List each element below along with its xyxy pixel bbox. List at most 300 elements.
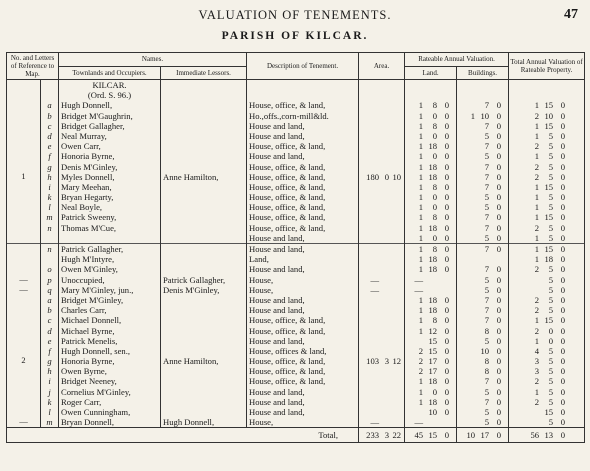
area (359, 212, 405, 222)
ref-letter: m (41, 417, 59, 428)
total-value: 2 5 0 (509, 141, 585, 151)
total-value: 5 0 (509, 275, 585, 285)
table-row (7, 346, 585, 356)
table-row (7, 90, 585, 100)
description: House and land, (247, 305, 359, 315)
area (359, 223, 405, 233)
total-value (509, 80, 585, 91)
total-area: 233 3 22 (359, 428, 405, 443)
buildings-value: 7 0 (457, 162, 509, 172)
buildings-value: 7 0 (457, 172, 509, 182)
lessor (161, 100, 247, 110)
total-value: 2 5 0 (509, 223, 585, 233)
table-row (7, 356, 585, 366)
occupier: Honoria Byrne, (59, 356, 161, 366)
lessor: Denis M'Ginley, (161, 285, 247, 295)
buildings-value: 7 0 (457, 182, 509, 192)
table-row (7, 244, 585, 255)
total-land: 45 15 0 (405, 428, 457, 443)
lessor (161, 141, 247, 151)
area (359, 111, 405, 121)
total-value: 1 15 0 (509, 121, 585, 131)
ref-number (7, 100, 41, 110)
lessor: Anne Hamilton, (161, 356, 247, 366)
ref-letter: e (41, 141, 59, 151)
land-value: 1 18 0 (405, 162, 457, 172)
occupier (59, 233, 161, 244)
buildings-value: 7 0 (457, 397, 509, 407)
total-value: 2 5 0 (509, 376, 585, 386)
buildings-value: 5 0 (457, 275, 509, 285)
occupier: Bridget Neeney, (59, 376, 161, 386)
ref-letter: k (41, 397, 59, 407)
lessor (161, 295, 247, 305)
table-row (7, 254, 585, 264)
col-header-total: Total Annual Valuation of Rateable Property. (509, 53, 585, 80)
buildings-value: 7 0 (457, 264, 509, 274)
lessor (161, 264, 247, 274)
ref-letter: d (41, 326, 59, 336)
total-value: 2 5 0 (509, 162, 585, 172)
lessor (161, 131, 247, 141)
land-value: 1 18 0 (405, 264, 457, 274)
land-value: — (405, 275, 457, 285)
table-row (7, 151, 585, 161)
land-value: 1 18 0 (405, 397, 457, 407)
ref-number: — (7, 285, 41, 295)
table-row (7, 223, 585, 233)
table-row (7, 111, 585, 121)
land-value: 15 0 (405, 336, 457, 346)
description: House and land, (247, 336, 359, 346)
lessor (161, 233, 247, 244)
total-valuation: 56 13 0 (509, 428, 585, 443)
total-value: 1 15 0 (509, 315, 585, 325)
col-header-rateable: Rateable Annual Valuation. (405, 53, 509, 67)
land-value: 2 17 0 (405, 366, 457, 376)
ref-number (7, 295, 41, 305)
land-value: 10 0 (405, 407, 457, 417)
total-value: 2 0 0 (509, 326, 585, 336)
ref-letter (41, 90, 59, 100)
occupier: Hugh M'Intyre, (59, 254, 161, 264)
description: House and land, (247, 233, 359, 244)
total-value: 2 5 0 (509, 397, 585, 407)
table-row (7, 326, 585, 336)
lessor: Hugh Donnell, (161, 417, 247, 428)
occupier: (Ord. S. 96.) (59, 90, 161, 100)
buildings-value (457, 254, 509, 264)
lessor (161, 202, 247, 212)
area: — (359, 275, 405, 285)
description: House, (247, 285, 359, 295)
ref-letter: n (41, 244, 59, 255)
description: House, office, & land, (247, 212, 359, 222)
ref-letter: g (41, 356, 59, 366)
total-value: 1 0 0 (509, 336, 585, 346)
occupier: Neal Murray, (59, 131, 161, 141)
total-value: 15 0 (509, 407, 585, 417)
area (359, 326, 405, 336)
occupier: Patrick Gallagher, (59, 244, 161, 255)
description: House, office, & land, (247, 192, 359, 202)
description: Land, (247, 254, 359, 264)
col-header-names: Names. (59, 53, 247, 67)
buildings-value: 1 10 0 (457, 111, 509, 121)
table-row (7, 202, 585, 212)
occupier: Hugh Donnell, (59, 100, 161, 110)
area: 103 3 12 (359, 356, 405, 366)
land-value: 1 18 0 (405, 223, 457, 233)
lessor (161, 192, 247, 202)
lessor (161, 244, 247, 255)
parish-heading: PARISH OF KILCAR. (221, 30, 369, 42)
area (359, 336, 405, 346)
ref-letter: f (41, 346, 59, 356)
buildings-value: 5 0 (457, 387, 509, 397)
occupier: Thomas M'Cue, (59, 223, 161, 233)
description: House, office, & land, (247, 162, 359, 172)
occupier: Owen Cunningham, (59, 407, 161, 417)
land-value (405, 90, 457, 100)
buildings-value (457, 90, 509, 100)
ref-letter: c (41, 121, 59, 131)
ref-letter: h (41, 172, 59, 182)
table-row (7, 397, 585, 407)
ref-letter (41, 254, 59, 264)
lessor (161, 121, 247, 131)
ref-letter: a (41, 295, 59, 305)
area (359, 295, 405, 305)
buildings-value: 5 0 (457, 192, 509, 202)
lessor (161, 305, 247, 315)
ref-letter: h (41, 366, 59, 376)
land-value: 1 18 0 (405, 295, 457, 305)
lessor (161, 326, 247, 336)
table-row (7, 162, 585, 172)
area (359, 264, 405, 274)
lessor: Anne Hamilton, (161, 172, 247, 182)
buildings-value: 7 0 (457, 223, 509, 233)
total-value: 1 5 0 (509, 233, 585, 244)
ref-number (7, 315, 41, 325)
land-value: 1 0 0 (405, 131, 457, 141)
buildings-value: 5 0 (457, 336, 509, 346)
lessor (161, 162, 247, 172)
total-value: 2 5 0 (509, 295, 585, 305)
table-row (7, 336, 585, 346)
area (359, 202, 405, 212)
buildings-value: 5 0 (457, 233, 509, 244)
description: House and land, (247, 131, 359, 141)
table-row (7, 366, 585, 376)
ref-letter: f (41, 151, 59, 161)
page-title: VALUATION OF TENEMENTS. (198, 8, 392, 22)
area (359, 254, 405, 264)
buildings-value: 10 0 (457, 346, 509, 356)
ref-letter: g (41, 162, 59, 172)
ref-letter (41, 233, 59, 244)
table-row (7, 131, 585, 141)
ref-letter: l (41, 202, 59, 212)
buildings-value: 7 0 (457, 315, 509, 325)
total-value: 5 0 (509, 417, 585, 428)
ref-letter: e (41, 336, 59, 346)
total-value: 1 5 0 (509, 151, 585, 161)
table-row (7, 141, 585, 151)
table-row (7, 305, 585, 315)
ref-letter: l (41, 407, 59, 417)
description: House and land, (247, 397, 359, 407)
lessor (161, 182, 247, 192)
lessor (161, 90, 247, 100)
lessor (161, 387, 247, 397)
ref-number (7, 223, 41, 233)
area: 180 0 10 (359, 172, 405, 182)
buildings-value: 7 0 (457, 100, 509, 110)
lessor (161, 223, 247, 233)
description: House, offices & land, (247, 346, 359, 356)
total-value: 4 5 0 (509, 346, 585, 356)
land-value: 1 0 0 (405, 111, 457, 121)
buildings-value: 7 0 (457, 305, 509, 315)
page-number: 47 (564, 7, 578, 22)
col-header-area: Area. (359, 53, 405, 80)
table-row (7, 315, 585, 325)
occupier: Bryan Hegarty, (59, 192, 161, 202)
buildings-value: 7 0 (457, 141, 509, 151)
total-value: 2 5 0 (509, 305, 585, 315)
land-value: 1 8 0 (405, 315, 457, 325)
description: House, office, & land, (247, 202, 359, 212)
col-header-land: Land. (405, 66, 457, 80)
description: House, office, & land, (247, 172, 359, 182)
total-value: 1 5 0 (509, 387, 585, 397)
lessor (161, 366, 247, 376)
table-row (7, 275, 585, 285)
buildings-value: 8 0 (457, 326, 509, 336)
total-value: 1 15 0 (509, 244, 585, 255)
table-row (7, 80, 585, 91)
table-row (7, 285, 585, 295)
occupier: Cornelius M'Ginley, (59, 387, 161, 397)
area (359, 100, 405, 110)
ref-number (7, 121, 41, 131)
ref-number (7, 397, 41, 407)
col-header-buildings: Buildings. (457, 66, 509, 80)
lessor (161, 111, 247, 121)
description: Ho.,offs.,corn-mill&ld. (247, 111, 359, 121)
buildings-value: 5 0 (457, 417, 509, 428)
col-header-townlands: Townlands and Occupiers. (59, 66, 161, 80)
land-value: 1 0 0 (405, 387, 457, 397)
area: — (359, 417, 405, 428)
area (359, 80, 405, 91)
ref-number (7, 162, 41, 172)
description: House, office, & land, (247, 100, 359, 110)
table-row (7, 376, 585, 386)
occupier: Owen M'Ginley, (59, 264, 161, 274)
occupier: Michael Donnell, (59, 315, 161, 325)
occupier: Bridget M'Gaughrin, (59, 111, 161, 121)
land-value: 1 0 0 (405, 233, 457, 244)
buildings-value: 7 0 (457, 244, 509, 255)
area: — (359, 285, 405, 295)
buildings-value: 7 0 (457, 212, 509, 222)
total-value: 1 5 0 (509, 192, 585, 202)
description: House and land, (247, 264, 359, 274)
total-row (7, 428, 585, 443)
buildings-value: 8 0 (457, 366, 509, 376)
table-body (7, 80, 585, 428)
total-value: 1 15 0 (509, 100, 585, 110)
description: House, office, & land, (247, 182, 359, 192)
land-value: 1 0 0 (405, 202, 457, 212)
occupier: Myles Donnell, (59, 172, 161, 182)
buildings-value: 7 0 (457, 121, 509, 131)
occupier: Denis M'Ginley, (59, 162, 161, 172)
table-row (7, 182, 585, 192)
lessor (161, 336, 247, 346)
land-value: 1 8 0 (405, 100, 457, 110)
land-value: 1 8 0 (405, 244, 457, 255)
table-row (7, 100, 585, 110)
description: House, (247, 417, 359, 428)
table-row (7, 192, 585, 202)
lessor (161, 346, 247, 356)
area (359, 244, 405, 255)
description: House, office, & land, (247, 223, 359, 233)
occupier: Bryan Donnell, (59, 417, 161, 428)
area (359, 151, 405, 161)
description: House, office, & land, (247, 366, 359, 376)
area (359, 407, 405, 417)
land-value: 1 8 0 (405, 182, 457, 192)
occupier: Honoria Byrne, (59, 151, 161, 161)
ref-letter: a (41, 100, 59, 110)
ref-number: 2 (7, 356, 41, 366)
description: House, office, & land, (247, 356, 359, 366)
ref-number (7, 366, 41, 376)
description: House, office, & land, (247, 315, 359, 325)
area (359, 90, 405, 100)
description (247, 90, 359, 100)
ref-number (7, 182, 41, 192)
occupier: Neal Boyle, (59, 202, 161, 212)
area (359, 387, 405, 397)
total-value: 3 5 0 (509, 356, 585, 366)
ref-number (7, 212, 41, 222)
ref-letter: d (41, 131, 59, 141)
area (359, 162, 405, 172)
ref-letter: c (41, 315, 59, 325)
description: House and land, (247, 121, 359, 131)
description: House, office, & land, (247, 141, 359, 151)
col-header-ref: No. and Letters of Reference to Map. (7, 53, 59, 80)
ref-number (7, 346, 41, 356)
lessor (161, 407, 247, 417)
description: House, (247, 275, 359, 285)
ref-number (7, 111, 41, 121)
buildings-value: 5 0 (457, 202, 509, 212)
ref-letter: i (41, 376, 59, 386)
buildings-value: 8 0 (457, 356, 509, 366)
description: House and land, (247, 407, 359, 417)
table-row (7, 407, 585, 417)
occupier: Owen Byrne, (59, 366, 161, 376)
ref-number (7, 305, 41, 315)
description: House and land, (247, 244, 359, 255)
ref-letter: o (41, 264, 59, 274)
description: House and land, (247, 151, 359, 161)
ref-letter: m (41, 212, 59, 222)
ref-letter (41, 80, 59, 91)
total-value: 2 10 0 (509, 111, 585, 121)
col-header-lessors: Immediate Lessors. (161, 66, 247, 80)
occupier: Mary Meehan, (59, 182, 161, 192)
buildings-value: 5 0 (457, 407, 509, 417)
total-value: 5 0 (509, 285, 585, 295)
table-row (7, 295, 585, 305)
table-row (7, 172, 585, 182)
ref-number (7, 141, 41, 151)
land-value: 1 0 0 (405, 151, 457, 161)
table-row (7, 121, 585, 131)
lessor (161, 212, 247, 222)
land-value: 2 15 0 (405, 346, 457, 356)
area (359, 182, 405, 192)
land-value: 1 8 0 (405, 121, 457, 131)
ref-letter: q (41, 285, 59, 295)
ref-number: — (7, 275, 41, 285)
description: House, office, & land, (247, 376, 359, 386)
area (359, 376, 405, 386)
occupier: Owen Carr, (59, 141, 161, 151)
area (359, 131, 405, 141)
total-value: 3 5 0 (509, 366, 585, 376)
ref-letter: i (41, 182, 59, 192)
occupier: Bridget Gallagher, (59, 121, 161, 131)
land-value: 1 18 0 (405, 141, 457, 151)
lessor (161, 315, 247, 325)
ref-letter: b (41, 305, 59, 315)
table-row (7, 417, 585, 428)
area (359, 315, 405, 325)
area (359, 192, 405, 202)
ref-number: — (7, 417, 41, 428)
lessor (161, 254, 247, 264)
ref-number: 1 (7, 172, 41, 182)
ref-letter: k (41, 192, 59, 202)
ref-number (7, 264, 41, 274)
total-buildings: 10 17 0 (457, 428, 509, 443)
land-value: — (405, 285, 457, 295)
ref-number (7, 244, 41, 255)
lessor (161, 151, 247, 161)
land-value: — (405, 417, 457, 428)
total-value: 1 18 0 (509, 254, 585, 264)
table-row (7, 212, 585, 222)
total-value: 1 15 0 (509, 182, 585, 192)
ref-number (7, 326, 41, 336)
land-value: 1 18 0 (405, 254, 457, 264)
land-value: 1 18 0 (405, 376, 457, 386)
buildings-value: 5 0 (457, 151, 509, 161)
description (247, 80, 359, 91)
area (359, 366, 405, 376)
occupier: Michael Byrne, (59, 326, 161, 336)
area (359, 397, 405, 407)
